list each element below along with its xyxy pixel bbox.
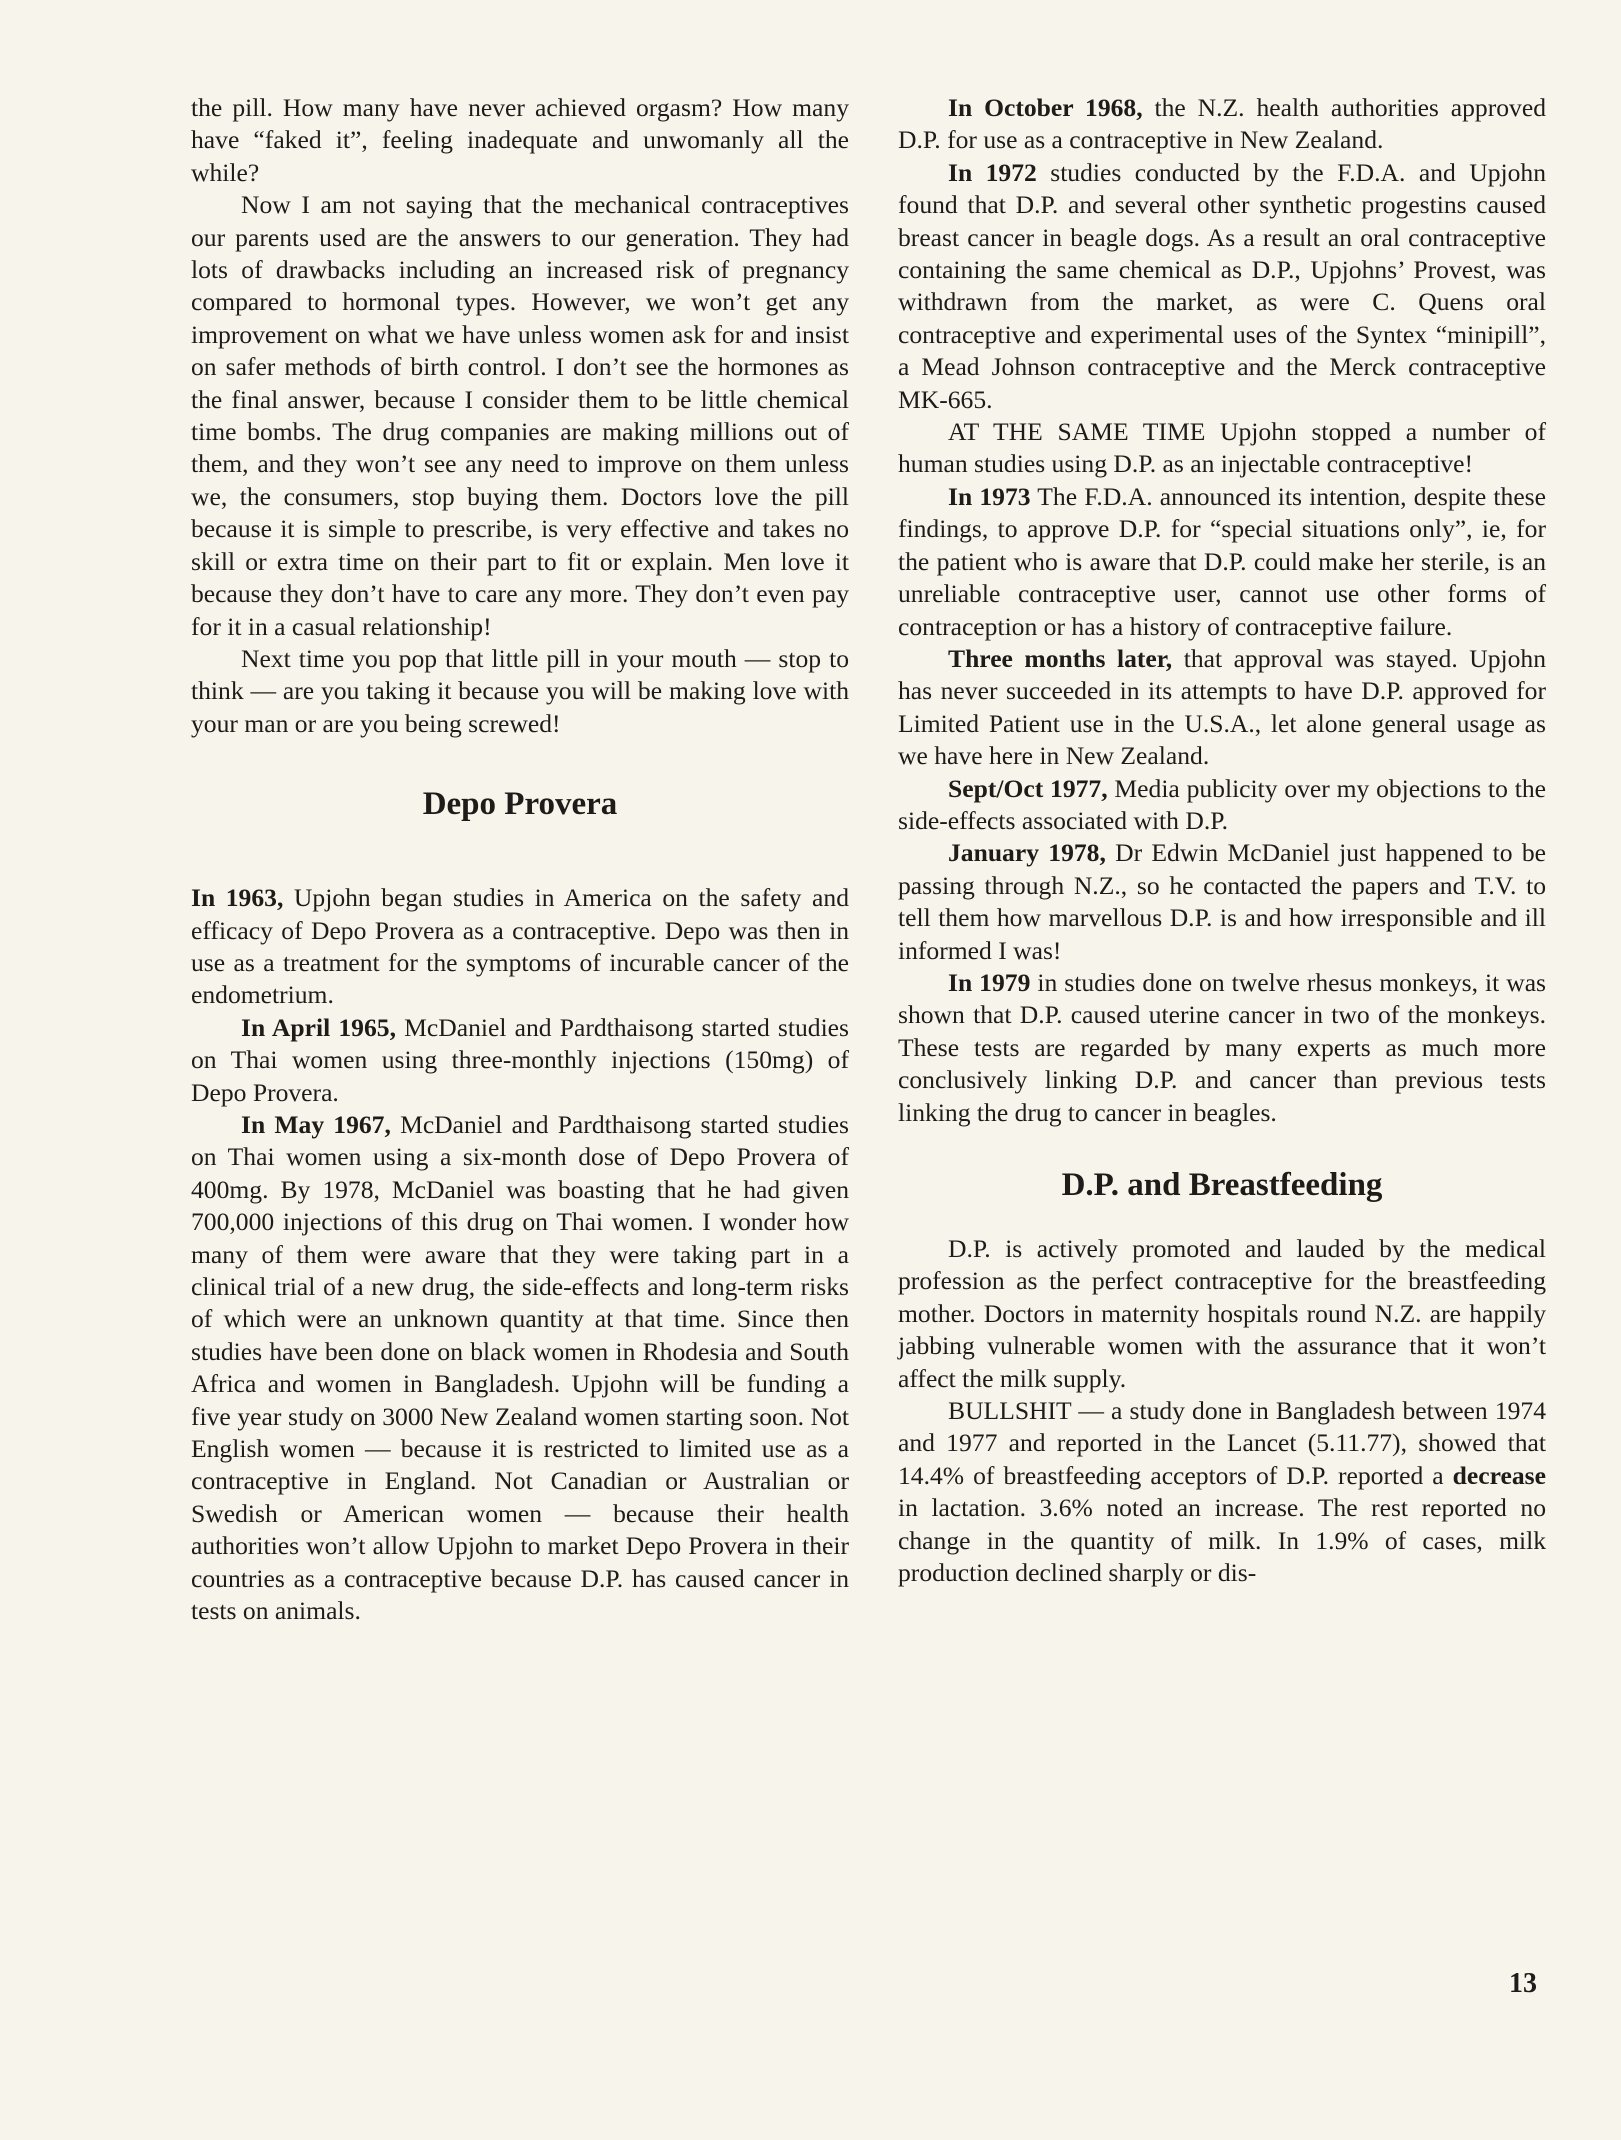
- paragraph-lead: In 1973: [948, 481, 1031, 511]
- emphasis-word: decrease: [1452, 1460, 1546, 1490]
- paragraph-lead: January 1978,: [948, 838, 1106, 868]
- paragraph-text: The F.D.A. announced its intention, despite these findings, to approve D.P. for “special situations only”, ie, for the patient who is aware that D.P. could make her sterile, is an unreliable contraceptive user, cannot use other forms of contraception or has a history of contraceptive failure.: [898, 481, 1546, 641]
- paragraph: [191, 882, 849, 1012]
- left-column: [191, 92, 849, 1627]
- paragraph: [898, 1395, 1546, 1589]
- paragraph-text: the N.Z. health authorities approved D.P. for use as a contraceptive in New Zealand.: [898, 93, 1546, 155]
- paragraph: [898, 773, 1546, 838]
- paragraph: Next time you pop that little pill in your mouth — stop to think — are you taking it because you will be making love with your man or are you being screwed!: [191, 643, 849, 738]
- paragraph-lead: In 1972: [948, 157, 1037, 187]
- paragraph-lead: In October 1968,: [948, 93, 1143, 122]
- paragraph-text: BULLSHIT — a study done in Bangladesh between 1974 and 1977 and reported in the Lancet (5.11.77), showed that 14.4% of breastfeeding acceptors of D.P. reported a: [898, 1396, 1546, 1490]
- section-heading-breastfeeding: D.P. and Breastfeeding: [1061, 1167, 1383, 1203]
- paragraph-text: that approval was stayed. Upjohn has never succeeded in its attempts to have D.P. approved for Limited Patient use in the U.S.A., let alone general usage as we have here in New Zealand.: [898, 643, 1546, 771]
- paragraph: [898, 967, 1546, 1129]
- paragraph: [898, 837, 1546, 967]
- paragraph: [191, 1109, 849, 1628]
- paragraph-text: McDaniel and Pardthaisong started studies on Thai women using three-monthly injections (150mg) of Depo Provera.: [191, 1012, 849, 1107]
- paragraph-text: Media publicity over my objections to the side-effects associated with D.P.: [898, 773, 1546, 835]
- paragraph-text: Upjohn began studies in America on the safety and efficacy of Depo Provera as a contraceptive. Depo was then in use as a treatment for the symptoms of incurable cancer of the endometrium.: [191, 883, 849, 1010]
- paragraph-text: studies conducted by the F.D.A. and Upjohn found that D.P. and several other synthetic progestins caused breast cancer in beagle dogs. As a result an oral contraceptive containing the same chemical as D.P., Upjohns’ Provest, was withdrawn from the market, as were C. Quens oral contraceptive and experimental uses of the Syntex “minipill”, a Mead Johnson contraceptive and the Merck contraceptive MK-665.: [898, 157, 1547, 414]
- paragraph: the pill. How many have never achieved orgasm? How many have “faked it”, feeling inadequate and unwomanly all the while?: [191, 93, 849, 187]
- paragraph-lead: In May 1967,: [241, 1109, 391, 1139]
- paragraph-lead: Three months later,: [948, 643, 1173, 673]
- paragraph: Now I am not saying that the mechanical contraceptives our parents used are the answers to our generation. They had lots of drawbacks including an increased risk of pregnancy compared to hormonal types. However, we won’t get any improvement on what we have unless women ask for and insist on safer methods of birth control. I don’t see the hormones as the final answer, because I consider them to be little chemical time bombs. The drug companies are making millions out of them, and they won’t see any need to improve on them unless we, the consumers, stop buying them. Doctors love the pill because it is simple to prescribe, is very effective and takes no skill or extra time on their part to fit or explain. Men love it because they don’t have to care any more. They don’t even pay for it in a casual relationship!: [191, 190, 849, 641]
- right-column: [898, 92, 1546, 1589]
- paragraph: [898, 643, 1546, 773]
- paragraph: [898, 157, 1546, 416]
- paragraph-text: in lactation. 3.6% noted an increase. The rest reported no change in the quantity of milk. In 1.9% of cases, milk production declined sharply or dis-: [898, 1493, 1546, 1588]
- paragraph-text: McDaniel and Pardthaisong started studies on Thai women using a six-month dose of Depo Provera of 400mg. By 1978, McDaniel was boasting that he had given 700,000 injections of this drug on Thai women. I wonder how many of them were aware that they were taking part in a clinical trial of a new drug, the side-effects and long-term risks of which were an unknown quantity at that time. Since then studies have been done on black women in Rhodesia and South Africa and women in Bangladesh. Upjohn will be funding a five year study on 3000 New Zealand women starting soon. Not English women — because it is restricted to limited use as a contraceptive in England. Not Canadian or Australian or Swedish or American women — because their health authorities won’t allow Upjohn to market Depo Provera in their countries as a contraceptive because D.P. has caused cancer in tests on animals.: [191, 1109, 850, 1626]
- paragraph: [191, 1012, 849, 1109]
- paragraph-lead: In April 1965,: [241, 1012, 396, 1042]
- section-heading-depo-provera: Depo Provera: [422, 786, 618, 823]
- paragraph: D.P. is actively promoted and lauded by the medical profession as the perfect contraceptive for the breastfeeding mother. Doctors in maternity hospitals round N.Z. are happily jabbing vulnerable women with the assurance that it won’t affect the milk supply.: [898, 1234, 1546, 1393]
- paragraph: AT THE SAME TIME Upjohn stopped a number of human studies using D.P. as an injectable contraceptive!: [898, 417, 1546, 479]
- paragraph-text: Dr Edwin McDaniel just happened to be passing through N.Z., so he contacted the papers and T.V. to tell them how marvellous D.P. is and how irresponsible and ill informed I was!: [898, 838, 1547, 965]
- paragraph-lead: In 1979: [948, 967, 1031, 997]
- paragraph-text: in studies done on twelve rhesus monkeys, it was shown that D.P. caused uterine cancer in two of the monkeys. These tests are regarded by many experts as much more conclusively linking D.P. and cancer than previous tests linking the drug to cancer in beagles.: [898, 967, 1547, 1127]
- paragraph: [898, 481, 1546, 643]
- page-number: 13: [1509, 1968, 1537, 1999]
- paragraph-lead: Sept/Oct 1977,: [948, 773, 1108, 803]
- paragraph: [898, 92, 1546, 157]
- paragraph-lead: In 1963,: [191, 883, 284, 913]
